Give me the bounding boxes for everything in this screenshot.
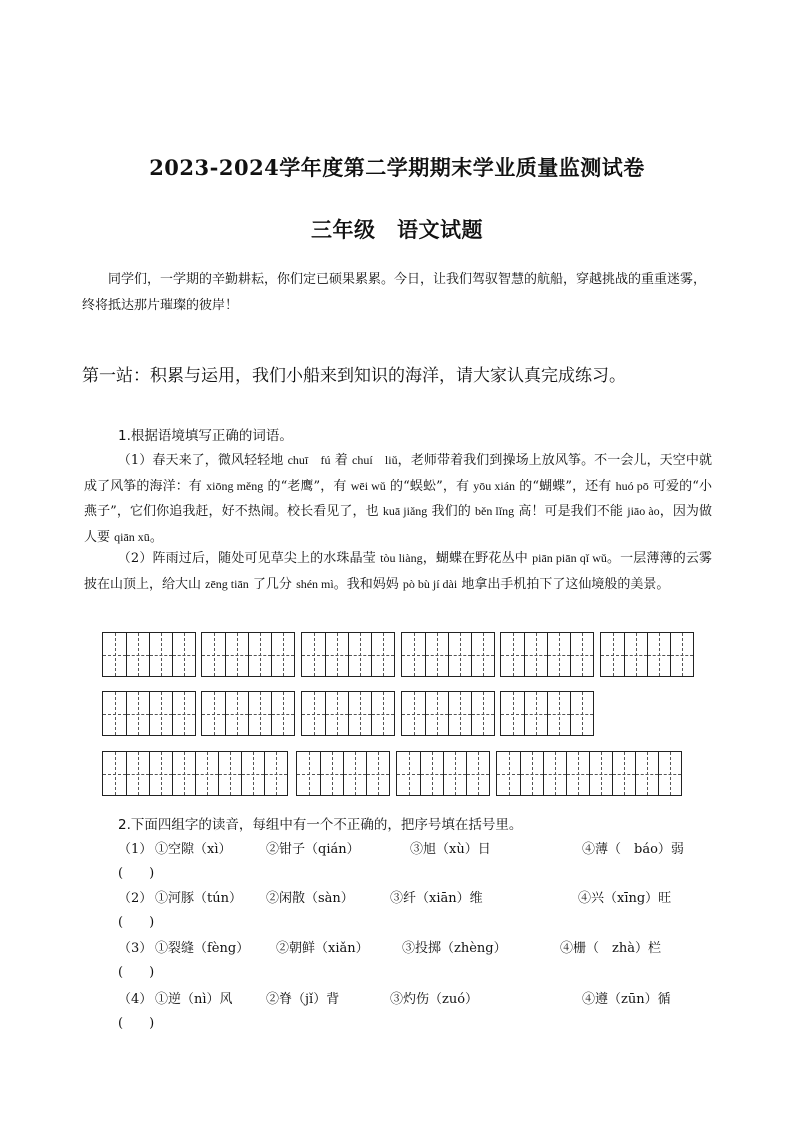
answer-box[interactable] [102, 632, 196, 677]
question-2-stem: 2.下面四组字的读音，每组中有一个不正确的，把序号填在括号里。 [118, 817, 523, 833]
exam-subtitle: 三年级 语文试题 [311, 217, 483, 242]
option-b: ②脊（jǐ）背 [266, 992, 340, 1007]
row-number: （2） [118, 891, 153, 906]
option-a: ①裂缝（fèng） [155, 941, 250, 956]
answer-box[interactable] [301, 691, 395, 736]
row-number: （1） [118, 842, 153, 857]
answer-box[interactable] [201, 632, 295, 677]
exam-title: 2023-2024学年度第二学期期末学业质量监测试卷 [149, 155, 645, 180]
option-a: ①空隙（xì） [155, 842, 232, 857]
answer-blank[interactable]: ( ) [118, 915, 155, 930]
answer-box[interactable] [301, 632, 395, 677]
answer-blank[interactable]: ( ) [118, 965, 155, 980]
answer-box[interactable] [500, 691, 594, 736]
answer-blank[interactable]: ( ) [118, 866, 155, 881]
option-b: ②朝鲜（xiǎn） [276, 941, 369, 956]
answer-box[interactable] [296, 751, 390, 796]
option-d: ④遵（zūn）循 [582, 992, 671, 1007]
intro-paragraph: 同学们，一学期的辛勤耕耘，你们定已硕果累累。今日，让我们驾驭智慧的航船，穿越挑战的重重迷雾，终将抵达那片璀璨的彼岸！ [82, 272, 707, 313]
option-b: ②钳子（qián） [266, 842, 360, 857]
answer-box[interactable] [102, 751, 288, 796]
answer-blank[interactable]: ( ) [118, 1016, 155, 1031]
answer-box[interactable] [102, 691, 196, 736]
answer-box[interactable] [401, 691, 495, 736]
option-a: ①逆（nì）风 [155, 992, 233, 1007]
option-c: ③旭（xù）日 [410, 842, 491, 857]
row-number: （3） [118, 941, 153, 956]
question-1-passage-2: （2）阵雨过后，随处可见草尖上的水珠晶莹 tòu liàng，蝴蝶在野花丛中 piān piān qǐ wǔ。一层薄薄的云雾披在山顶上，给大山 zēng tiān 了几分 shén mì。我和妈妈 pò bù jí dài 地拿出手机拍下了这仙境般的美景。 [84, 551, 712, 592]
answer-box[interactable] [496, 751, 682, 796]
option-c: ③投掷（zhèng） [402, 941, 507, 956]
answer-box[interactable] [396, 751, 490, 796]
answer-box[interactable] [401, 632, 495, 677]
station-heading: 第一站：积累与运用，我们小船来到知识的海洋，请大家认真完成练习。 [82, 366, 626, 386]
option-d: ④兴（xīng）旺 [578, 891, 672, 906]
option-d: ④栅（ zhà）栏 [560, 941, 661, 956]
answer-box[interactable] [600, 632, 694, 677]
row-number: （4） [118, 992, 153, 1007]
option-b: ②闲散（sàn） [266, 891, 354, 906]
question-1-passage-1: （1）春天来了，微风轻轻地 chuī fú 着 chuí liǔ，老师带着我们到操场上放风筝。不一会儿，天空中就成了风筝的海洋：有 xiōng měng 的“老鹰”，有 wēi wǔ 的“蜈蚣”，有 yōu xián 的“蝴蝶”，还有 huó pō 可爱的“小燕子”，它们你追我赶，好不热闹。校长看见了，也 kuā jiǎng 我们的 běn lǐng 高！可是我们不能 jiāo ào，因为做人要 qiān xū。 [84, 453, 713, 545]
question-1-stem: 1.根据语境填写正确的词语。 [118, 428, 293, 444]
option-c: ③纤（xiān）维 [390, 891, 483, 906]
option-d: ④薄（ báo）弱 [582, 842, 684, 857]
answer-box[interactable] [201, 691, 295, 736]
option-a: ①河豚（tún） [155, 891, 242, 906]
answer-box[interactable] [500, 632, 594, 677]
option-c: ③灼伤（zuó） [390, 992, 479, 1007]
